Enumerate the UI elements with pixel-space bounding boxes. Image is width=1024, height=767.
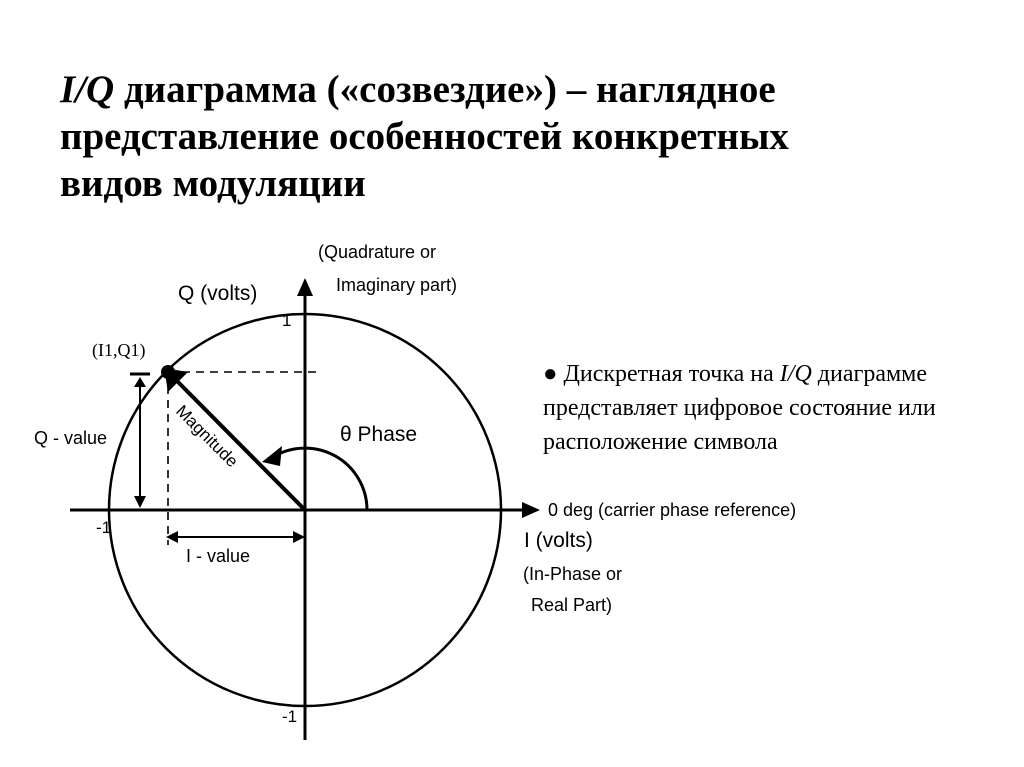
tick-label-bottom: -1 [282, 707, 298, 726]
title-line1: диаграмма («созвездие») – наглядное [114, 68, 776, 111]
q-axis-label: Q (volts) [178, 282, 258, 305]
tick-label-left: -1 [96, 518, 112, 537]
q-value-label: Q - value [34, 428, 108, 448]
title-line3: видов модуляции [60, 162, 366, 205]
bullet-marker: ● [543, 361, 558, 387]
i-axis-desc-line1: (In-Phase or [523, 564, 623, 584]
q-axis-arrowhead [297, 278, 313, 296]
i-axis-arrowhead [522, 502, 540, 518]
point-label: (I1,Q1) [92, 340, 146, 360]
q-axis-desc-line2: Imaginary part) [336, 275, 458, 295]
phase-arc-arrowhead [262, 446, 282, 466]
q-value-bottom-arrow [134, 496, 146, 508]
bullet-text-before: Дискретная точка на [557, 361, 780, 387]
magnitude-vector [176, 380, 305, 510]
magnitude-label: Magnitude [172, 401, 242, 471]
title-iq: I/Q [60, 68, 115, 111]
bullet-iq: I/Q [779, 361, 812, 387]
q-axis-desc-line1: (Quadrature or [318, 242, 437, 262]
i-value-right-arrow [293, 531, 305, 543]
i-axis-label: I (volts) [524, 529, 593, 552]
iq-point [161, 365, 175, 379]
title-line2: представление особенностей конкретных [60, 115, 789, 158]
tick-label-top: 1 [282, 311, 292, 330]
zero-deg-label: 0 deg (carrier phase reference) [548, 500, 797, 520]
phase-label: θ Phase [340, 423, 418, 446]
i-value-label: I - value [186, 546, 251, 566]
phase-arc [273, 448, 367, 510]
bullet-text-after: диаграмме представляет цифровое состояние или расположение символа [543, 361, 936, 455]
i-axis-desc-line2: Real Part) [531, 595, 613, 615]
q-value-top-arrow [134, 377, 146, 387]
